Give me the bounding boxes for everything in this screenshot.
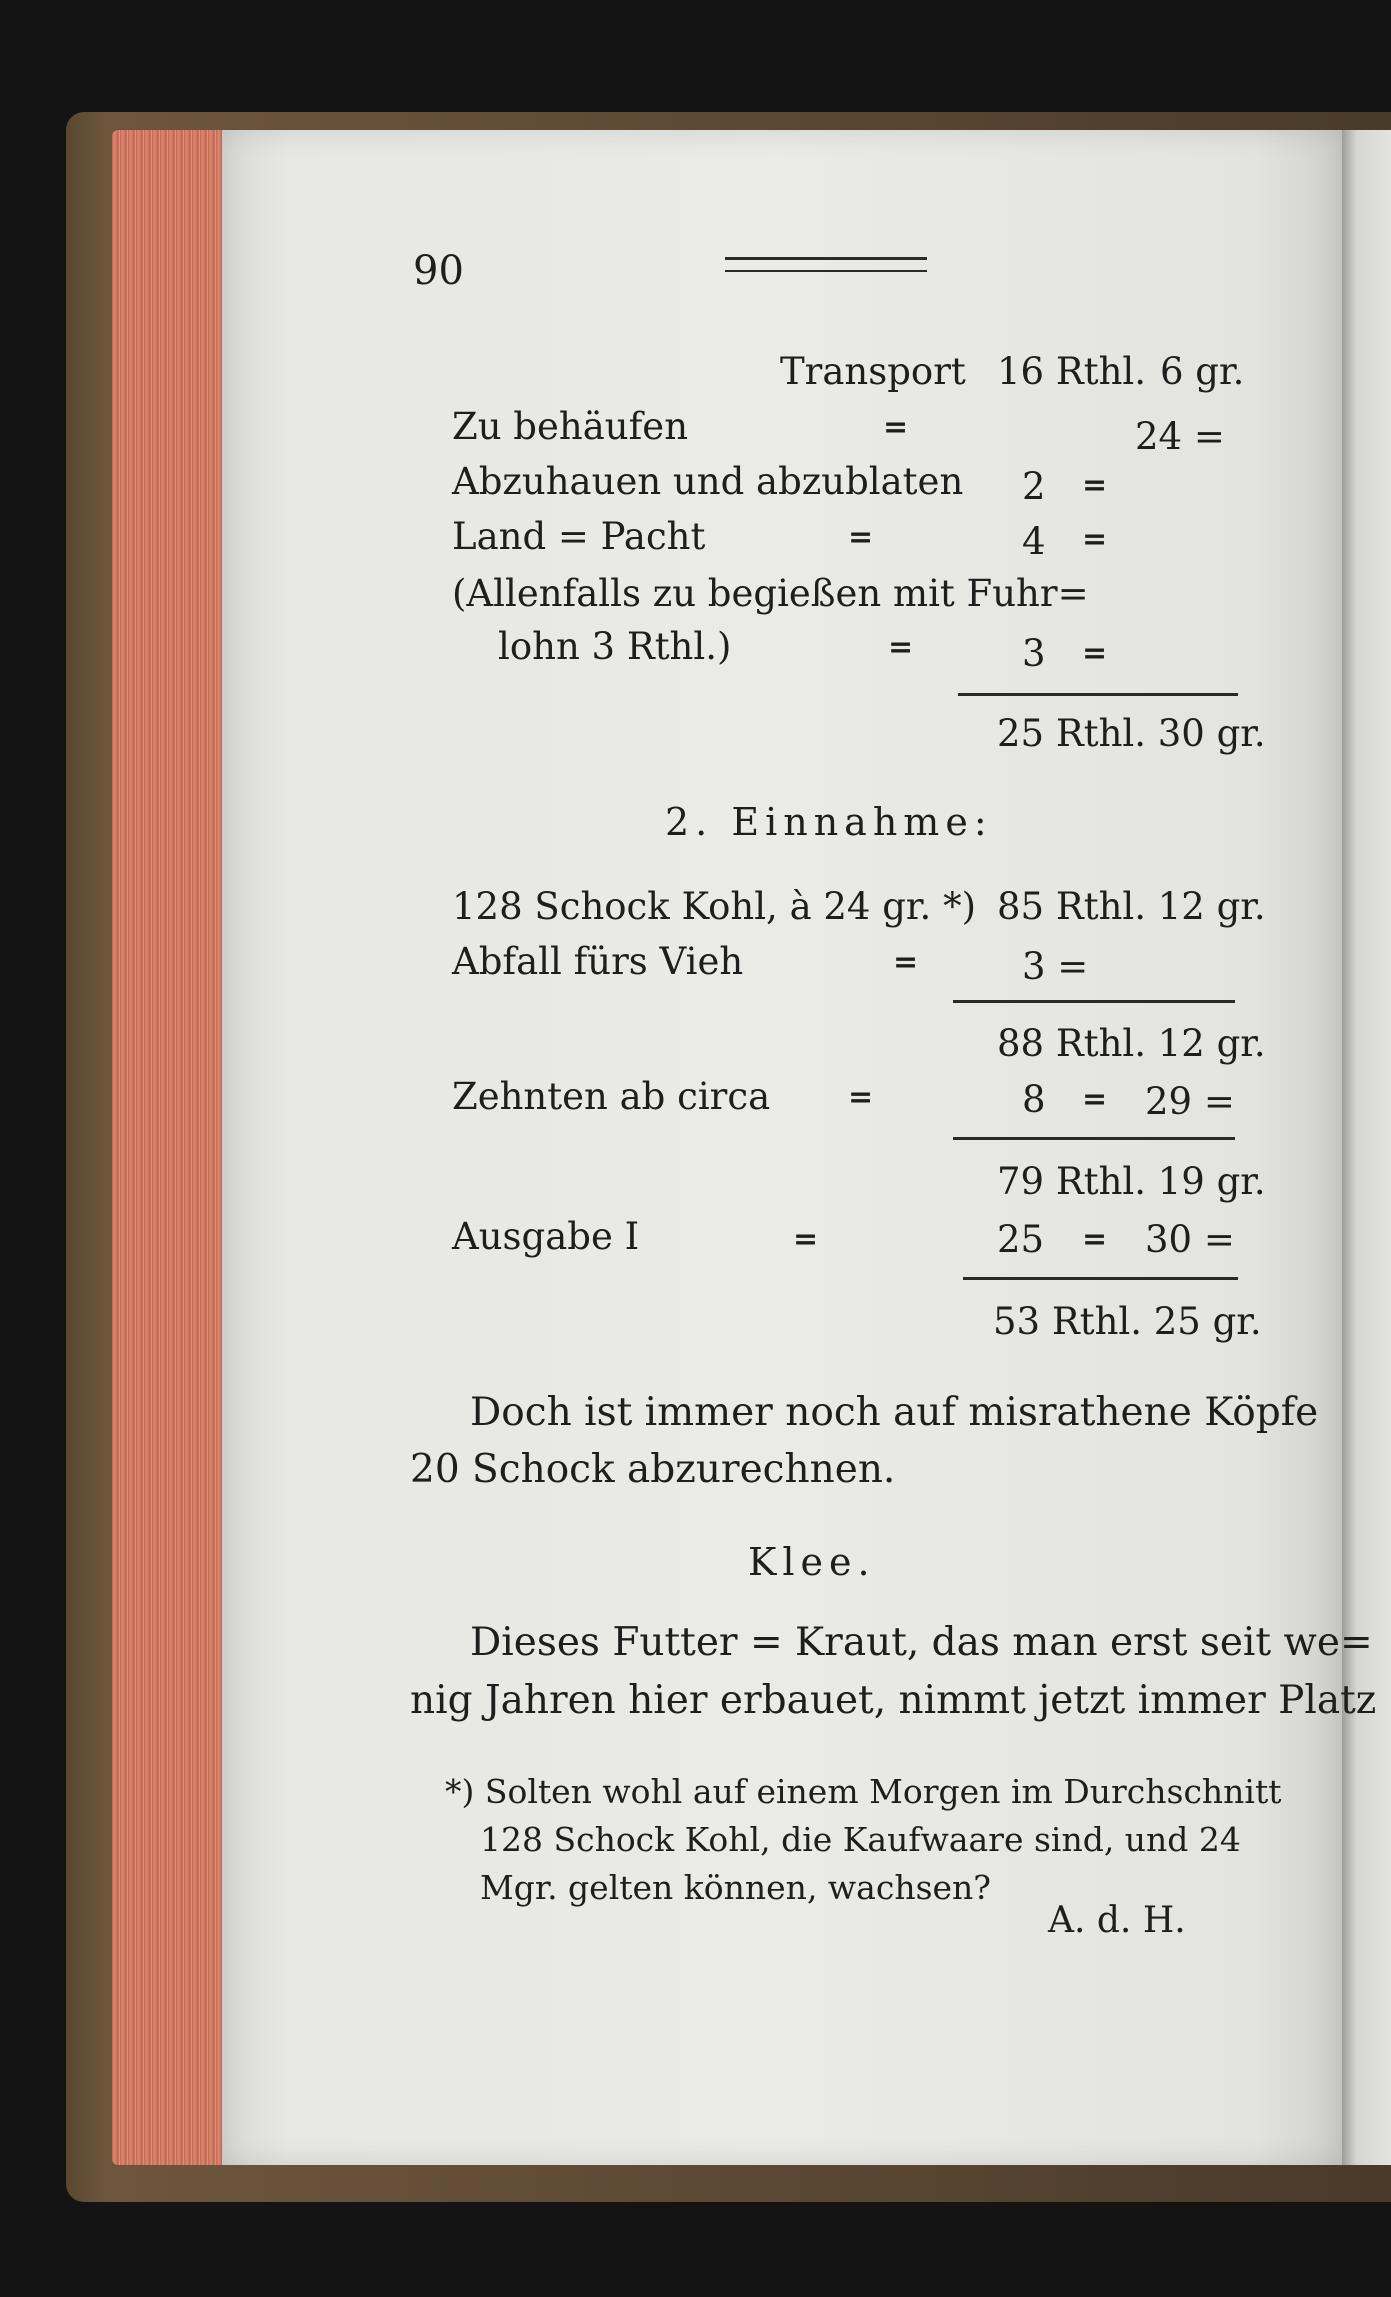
expense-item-rthl: 3 bbox=[1022, 632, 1046, 675]
expense-item-label: Land = Pacht bbox=[452, 515, 706, 558]
header-rule bbox=[725, 257, 927, 272]
tithe-gr: 29 = bbox=[1145, 1080, 1235, 1123]
footnote-line: 128 Schock Kohl, die Kaufwaare sind, und 24 bbox=[480, 1820, 1241, 1859]
expense-item-label: Zu behäufen bbox=[452, 405, 689, 448]
expense-item-ditto: = bbox=[848, 520, 874, 555]
transport-rthl: 16 Rthl. bbox=[997, 350, 1146, 393]
footnote-line: *) Solten wohl auf einem Morgen im Durchschnitt bbox=[445, 1772, 1282, 1811]
expense-ref-rthl: 25 bbox=[997, 1218, 1045, 1261]
net-total: 53 Rthl. 25 gr. bbox=[993, 1300, 1262, 1343]
tithe-ditto: = bbox=[848, 1080, 874, 1115]
income-item-label: 128 Schock Kohl, à 24 gr. *) bbox=[452, 885, 976, 928]
expense-item-gr: = bbox=[1082, 468, 1108, 503]
sum-rule bbox=[953, 1000, 1235, 1003]
footnote-line: Mgr. gelten können, wachsen? bbox=[480, 1868, 991, 1907]
page-edge bbox=[112, 130, 230, 2165]
sum-rule bbox=[953, 1137, 1235, 1140]
tithe-rthl: 8 bbox=[1022, 1078, 1046, 1121]
tithe-sep: = bbox=[1082, 1082, 1108, 1117]
facing-page-edge bbox=[1342, 130, 1391, 2165]
expense-item-gr: = bbox=[1082, 636, 1108, 671]
section-heading: Klee. bbox=[748, 1540, 876, 1584]
expense-item-rthl: 2 bbox=[1022, 465, 1046, 508]
transport-gr: 6 gr. bbox=[1160, 350, 1245, 393]
expense-ref-label: Ausgabe I bbox=[452, 1215, 640, 1258]
income-item-ditto: = bbox=[893, 945, 919, 980]
expense-total: 25 Rthl. 30 gr. bbox=[997, 712, 1266, 755]
sum-rule bbox=[958, 693, 1238, 696]
expense-item-ditto: = bbox=[888, 630, 914, 665]
expense-item-gr: = bbox=[1082, 522, 1108, 557]
expense-item-gr: 24 = bbox=[1135, 415, 1225, 458]
after-tithe-total: 79 Rthl. 19 gr. bbox=[997, 1160, 1266, 1203]
income-item-amount: 85 Rthl. 12 gr. bbox=[997, 885, 1266, 928]
income-heading: 2. Einnahme: bbox=[665, 800, 993, 844]
note-line: 20 Schock abzurechnen. bbox=[410, 1447, 896, 1492]
tithe-label: Zehnten ab circa bbox=[452, 1075, 771, 1118]
footnote-signature: A. d. H. bbox=[1048, 1900, 1186, 1941]
expense-item-label: lohn 3 Rthl.) bbox=[498, 625, 732, 668]
income-item-label: Abfall fürs Vieh bbox=[452, 940, 744, 983]
expense-item-rthl: 4 bbox=[1022, 520, 1046, 563]
expense-ref-sep: = bbox=[1082, 1222, 1108, 1257]
income-item-amount: 3 = bbox=[1022, 945, 1089, 988]
transport-label: Transport bbox=[780, 350, 966, 393]
expense-ref-gr: 30 = bbox=[1145, 1218, 1235, 1261]
expense-item-label: (Allenfalls zu begießen mit Fuhr= bbox=[452, 572, 1089, 615]
page-number: 90 bbox=[413, 248, 464, 294]
expense-item-ditto: = bbox=[883, 410, 909, 445]
sum-rule bbox=[963, 1277, 1238, 1280]
note-line: Doch ist immer noch auf misrathene Köpfe bbox=[470, 1390, 1319, 1435]
expense-item-label: Abzuhauen und abzublaten bbox=[452, 460, 964, 503]
body-line: nig Jahren hier erbauet, nimmt jetzt immer Platz bbox=[410, 1678, 1377, 1723]
income-total: 88 Rthl. 12 gr. bbox=[997, 1022, 1266, 1065]
expense-ref-ditto: = bbox=[793, 1222, 819, 1257]
body-line: Dieses Futter = Kraut, das man erst seit we= bbox=[470, 1620, 1373, 1665]
